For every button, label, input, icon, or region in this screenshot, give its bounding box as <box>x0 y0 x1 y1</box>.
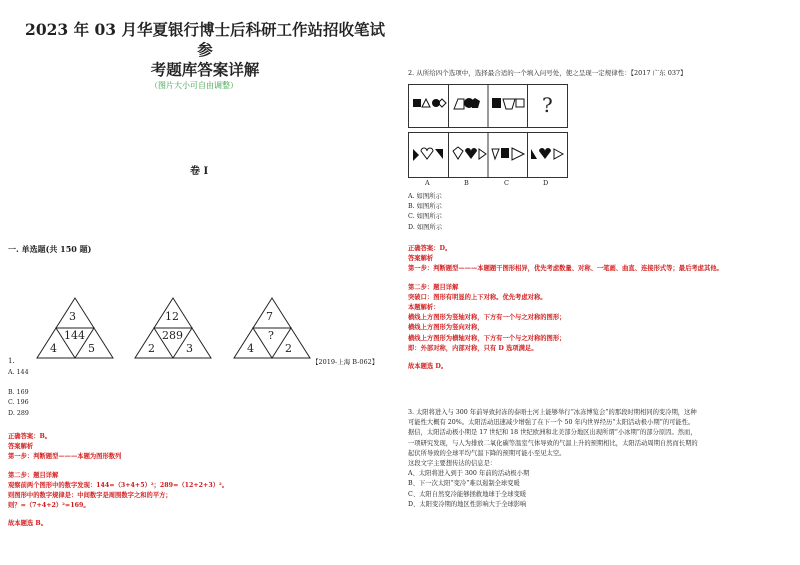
q1-t2-top: 12 <box>165 310 179 323</box>
q3-line-1: 3. 太阳将进入与 300 年前导致封冻的泰晤士河上能够举行“冰冻博览会”的那段时期相同的变冷期，这种 <box>408 409 697 416</box>
q1-t3-top: 7 <box>266 310 273 323</box>
subtitle: （图片大小可自由调整） <box>150 81 238 90</box>
q1-triangle-2 <box>133 296 213 360</box>
q2-explain-title: 答案解析 <box>408 255 434 263</box>
q3-line-3: 据信，太阳活动极小期是 17 世纪和 18 世纪欧洲和北美部分地区出现所谓“小冰期”的部分原因。然而， <box>408 429 697 437</box>
q3-option-a: A、太阳将进入到于 300 年前的活动极小期 <box>408 470 530 478</box>
q2-option-b: B. 如图所示 <box>408 203 442 211</box>
q1-number: 1. <box>8 357 15 365</box>
q1-t3-left: 4 <box>247 342 254 355</box>
q2-question-row <box>408 84 568 128</box>
q1-t3-right: 2 <box>285 342 292 355</box>
q2-line-1: 第一步：判断题型———本题题干图形相异，优先考虑数量、对称、一笔画、曲直、连接形式等；最后考虑其他。 <box>408 265 723 273</box>
q2-line-4: 本题解析： <box>408 304 440 312</box>
q1-t1-left: 4 <box>50 342 57 355</box>
q1-option-a: A. 144 <box>8 369 29 376</box>
document-title <box>20 20 390 80</box>
q1-line-4: 则图形中的数字规律是：中间数字是周围数字之和的平方； <box>8 492 172 500</box>
q1-line-1: 第一步：判断题型———本题为图形数列 <box>8 453 122 461</box>
q2-option-a: A. 如图所示 <box>408 193 442 200</box>
q1-triangle-1 <box>35 296 115 360</box>
title-line-2: 考题库答案详解 <box>150 60 260 79</box>
q2-label-c: C <box>504 179 509 187</box>
q2-question: 2. 从所给四个选项中，选择最合适的一个填入问号处，使之呈现一定规律性：【2017 广东 037】 <box>408 69 687 77</box>
q1-line-3: 观察前两个图形中的数字发现：144=（3+4+5）²；289=（12+2+3）²。 <box>8 481 229 489</box>
q2-options-row <box>408 132 568 178</box>
q3-option-b: B、下一次太阳“变冷”难以遏制全球变暖 <box>408 480 520 488</box>
q1-line-5: 则？=（7+4+2）²=169。 <box>8 502 90 510</box>
q1-option-b: B. 169 <box>8 389 29 397</box>
q1-source: 【2019-上海 B-062】 <box>312 358 379 366</box>
q2-line-6: 横线上方图形为竖向对称， <box>408 324 484 332</box>
q1-t2-left: 2 <box>148 342 155 355</box>
q3-option-d: D、太阳变冷期的地区性影响大于全球影响 <box>408 500 527 508</box>
q2-label-b: B <box>464 179 469 187</box>
q2-options <box>408 192 442 233</box>
q1-t1-top: 3 <box>69 310 76 323</box>
section-heading: 一. 单选题(共 150 题) <box>8 244 92 254</box>
q2-explanation <box>408 244 793 372</box>
q1-options <box>8 368 29 419</box>
q1-line-6: 故本题选 B。 <box>8 520 47 528</box>
q1-t3-center: ? <box>268 329 274 342</box>
q1-answer: 正确答案：B。 <box>8 433 52 440</box>
q3-line-2: 可能性大概有 20%。太阳活动迅速减少增强了在下一个 50 年内世界经历“太阳活动极小期”的可能性。 <box>408 419 695 427</box>
q1-triangle-3 <box>232 296 312 360</box>
volume-heading: 卷 I <box>190 166 209 177</box>
title-line-1: 2023 年 03 月华夏银行博士后科研工作站招收笔试参 <box>25 20 385 59</box>
q2-label-a: A <box>425 179 430 187</box>
q2-option-c: C. 如图所示 <box>408 213 442 221</box>
q1-t1-right: 5 <box>88 342 95 355</box>
q3-line-6: 这段文字主要想传达的信息是： <box>408 460 497 468</box>
q1-option-d: D. 289 <box>8 409 29 417</box>
q2-question-mark: ? <box>542 93 553 117</box>
q1-t1-center: 144 <box>64 329 85 342</box>
q2-label-d: D <box>543 179 549 187</box>
q2-line-7: 横线上方图形为横轴对称，下方有一个与之对称的图形； <box>408 334 566 342</box>
q1-explanation <box>8 432 228 530</box>
q1-t2-center: 289 <box>162 329 183 342</box>
q2-answer: 正确答案：D。 <box>408 245 452 252</box>
q1-line-2: 第二步：题目详解 <box>8 471 59 479</box>
q2-line-3: 突破口：图形有明显的上下对称。优先考虑对称。 <box>408 293 547 301</box>
q1-explain-title: 答案解析 <box>8 443 34 451</box>
q1-option-c: C. 196 <box>8 399 29 407</box>
q3-line-5: 起伏所导致的全球平均气温下降的预期可能小至见太空。 <box>408 449 566 457</box>
q3-question <box>408 408 792 510</box>
q2-line-8: 即：外部对称，内部对称，只有 D 选项满足。 <box>408 344 538 352</box>
q2-option-d: D. 如图所示 <box>408 223 443 231</box>
q3-line-4: 一项研究发现，与人为排放二氧化碳等温室气体导致的气温上升的预期相比，太阳活动周期自然而长期的 <box>408 439 698 447</box>
q1-t2-right: 3 <box>186 342 193 355</box>
q3-option-c: C、太阳自然变冷能够拯救地球于全球变暖 <box>408 490 527 498</box>
q2-line-2: 第二步：题目详解 <box>408 283 459 291</box>
q2-line-9: 故本题选 D。 <box>408 363 448 371</box>
q2-line-5: 横线上方图形为竖轴对称，下方有一个与之对称的图形； <box>408 314 566 322</box>
